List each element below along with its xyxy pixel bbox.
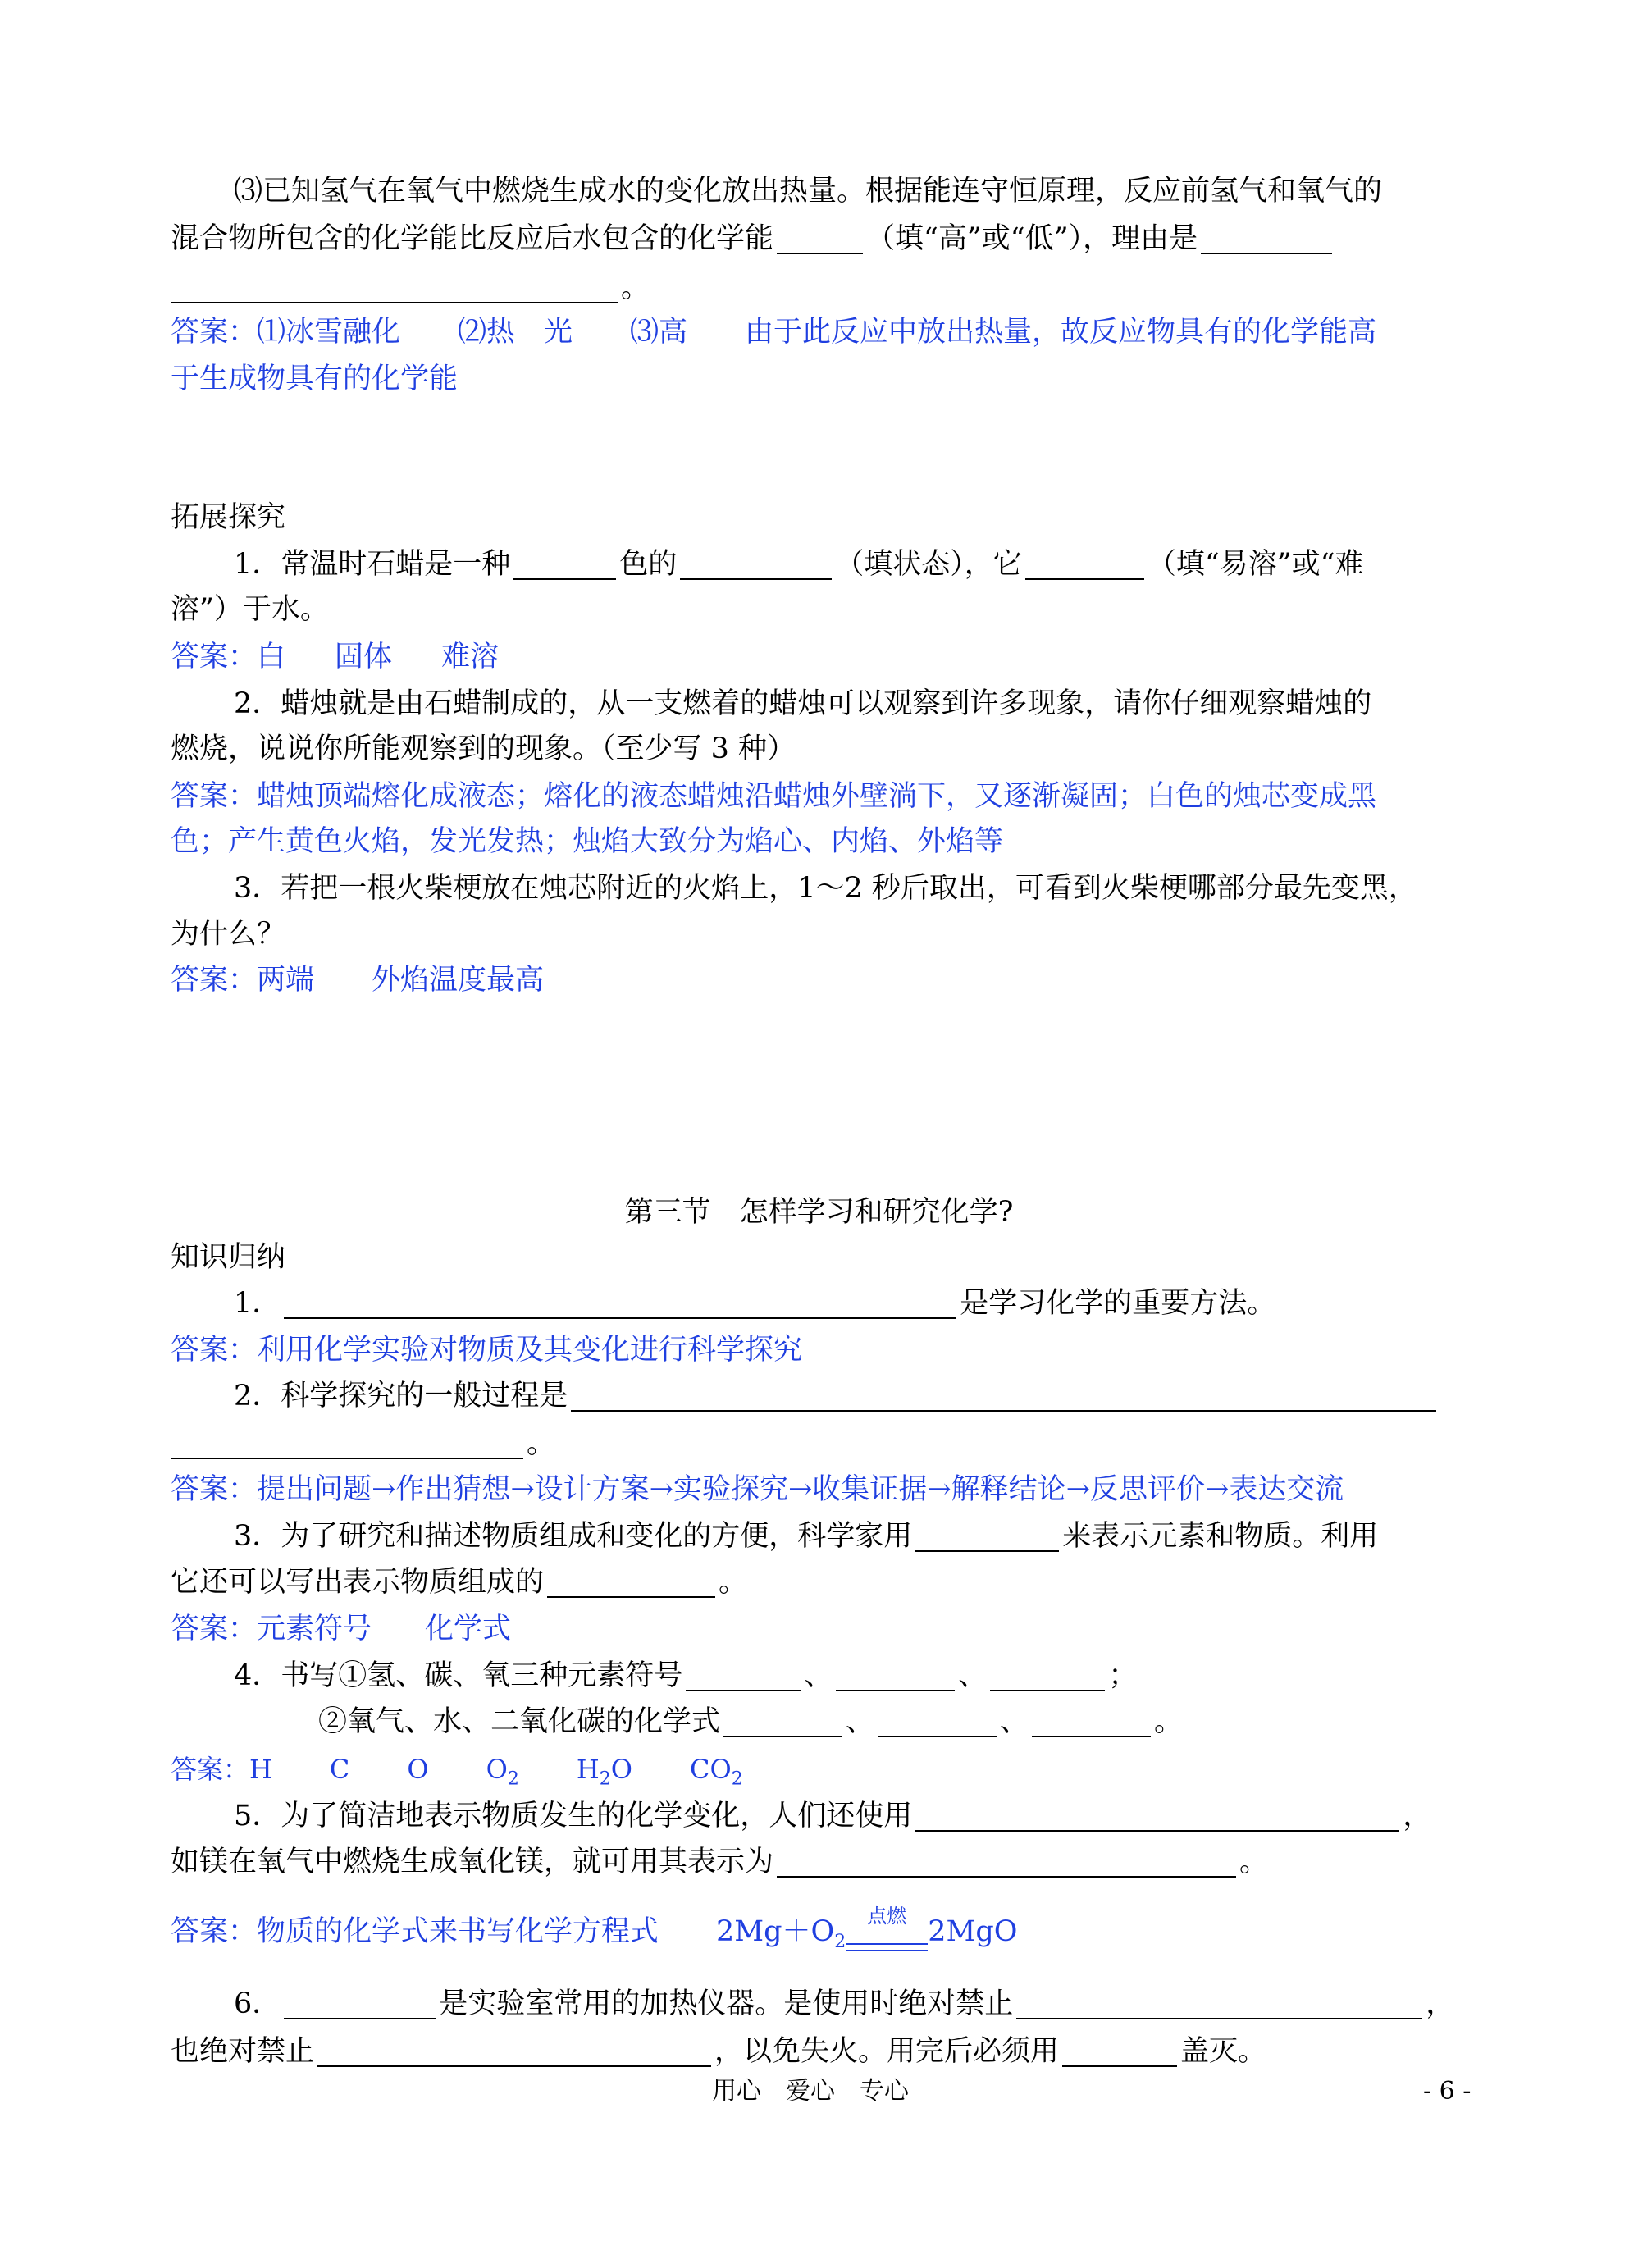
blank [723,1706,842,1737]
blank [990,1660,1105,1691]
answer-line: 答案：H C O $O_2$ $H_2O$ $CO_2$ [171,1754,743,1790]
blank [1025,549,1144,580]
answer-line: 答案：提出问题→作出猜想→设计方案→实验探究→收集证据→解释结论→反思评价→表达交流 [171,1473,1344,1506]
k5-line-1: 5．为了简洁地表示物质发生的化学变化，人们还使用 ， [234,1800,1432,1832]
blank [1016,1988,1422,2019]
answer-line: 答案：⑴冰雪融化 ⑵热 光 ⑶高 由于此反应中放出热量，故反应物具有的化学能高 [171,316,1377,349]
blank [317,2036,711,2067]
k6-line-2: 也绝对禁止 ，以免失火。用完后必须用 盖灭。 [171,2035,1267,2068]
blank [284,1988,436,2019]
blank [171,1428,523,1459]
blank [284,1288,956,1319]
q3-line-3: 。 [171,267,1467,308]
answer-line: 答案：蜡烛顶端熔化成液态；熔化的液态蜡烛沿蜡烛外壁淌下，又逐渐凝固；白色的烛芯变成黑 [171,780,1377,813]
section-title: 拓展探究 [171,501,286,534]
blank [878,1706,997,1737]
blank [1201,223,1332,254]
blank [1062,2036,1177,2067]
k2-line-1: 2．科学探究的一般过程是 [234,1376,1464,1417]
footer-motto: 用心 爱心 专心 [712,2077,909,2106]
section-subtitle: 知识归纳 [171,1241,286,1274]
q3-line-2: 混合物所包含的化学能比反应后水包含的化学能 （填“高”或“低”），理由是 [171,218,1467,259]
k6-line-1: 6． 是实验室常用的加热仪器。是使用时绝对禁止 ， [234,1987,1455,2020]
k4-line-2: ②氧气、水、二氧化碳的化学式 、 、 。 [318,1705,1184,1738]
answer-line: 答案：两端 外焰温度最高 [171,964,545,997]
blank [915,1521,1059,1552]
blank [777,1846,1236,1878]
answer-line: 答案：白 固体 难溶 [171,641,500,673]
ext-q1-line-2: 溶”）于水。 [171,593,329,626]
blank [915,1800,1399,1832]
k1-line: 1． 是学习化学的重要方法。 [234,1287,1276,1320]
page-number: - 6 - [1423,2077,1471,2106]
blank [547,1567,715,1598]
blank [513,549,616,580]
k3-line-1: 3．为了研究和描述物质组成和变化的方便，科学家用 来表示元素和物质。利用 [234,1520,1379,1553]
ext-q1-line-1: 1．常温时石蜡是一种 色的 （填状态），它 （填“易溶”或“难 [234,548,1364,581]
blank [1032,1706,1151,1737]
q3-line-1: ⑶已知氢气在氧气中燃烧生成水的变化放出热量。根据能连守恒原理，反应前氢气和氧气的 [234,175,1383,208]
blank [777,223,863,254]
blank [686,1660,801,1691]
answer-line: 于生成物具有的化学能 [171,363,459,395]
blank [836,1660,955,1691]
blank [171,272,618,303]
ext-q3-line-1: 3．若把一根火柴梗放在烛芯附近的火焰上，1～2 秒后取出，可看到火柴梗哪部分最先变黑， [234,872,1417,905]
section-heading: 第三节 怎样学习和研究化学? [624,1196,1014,1229]
k2-line-2: 。 [171,1423,1467,1464]
answer-line: 答案：利用化学实验对物质及其变化进行科学探究 [171,1334,803,1367]
ext-q3-line-2: 为什么？ [171,918,286,951]
ext-q2-line-2: 燃烧，说说你所能观察到的现象。（至少写 3 种） [171,732,796,765]
answer-line: 答案：物质的化学式来书写化学方程式 $2Mg+O_2$ 点燃 2MgO [171,1911,1467,1952]
k3-line-2: 它还可以写出表示物质组成的 。 [171,1566,748,1599]
blank [680,549,832,580]
k4-line-1: 4．书写①氢、碳、氧三种元素符号 、 、 ； [234,1659,1138,1692]
answer-line: 答案：元素符号 化学式 [171,1613,512,1645]
ext-q2-line-1: 2．蜡烛就是由石蜡制成的，从一支燃着的蜡烛可以观察到许多现象，请你仔细观察蜡烛的 [234,687,1372,720]
reaction-equals-sign: 点燃 [846,1925,928,1963]
answer-line: 色；产生黄色火焰，发光发热；烛焰大致分为焰心、内焰、外焰等 [171,825,1004,858]
k5-line-2: 如镁在氧气中燃烧生成氧化镁，就可用其表示为 。 [171,1846,1269,1878]
blank [571,1380,1436,1412]
